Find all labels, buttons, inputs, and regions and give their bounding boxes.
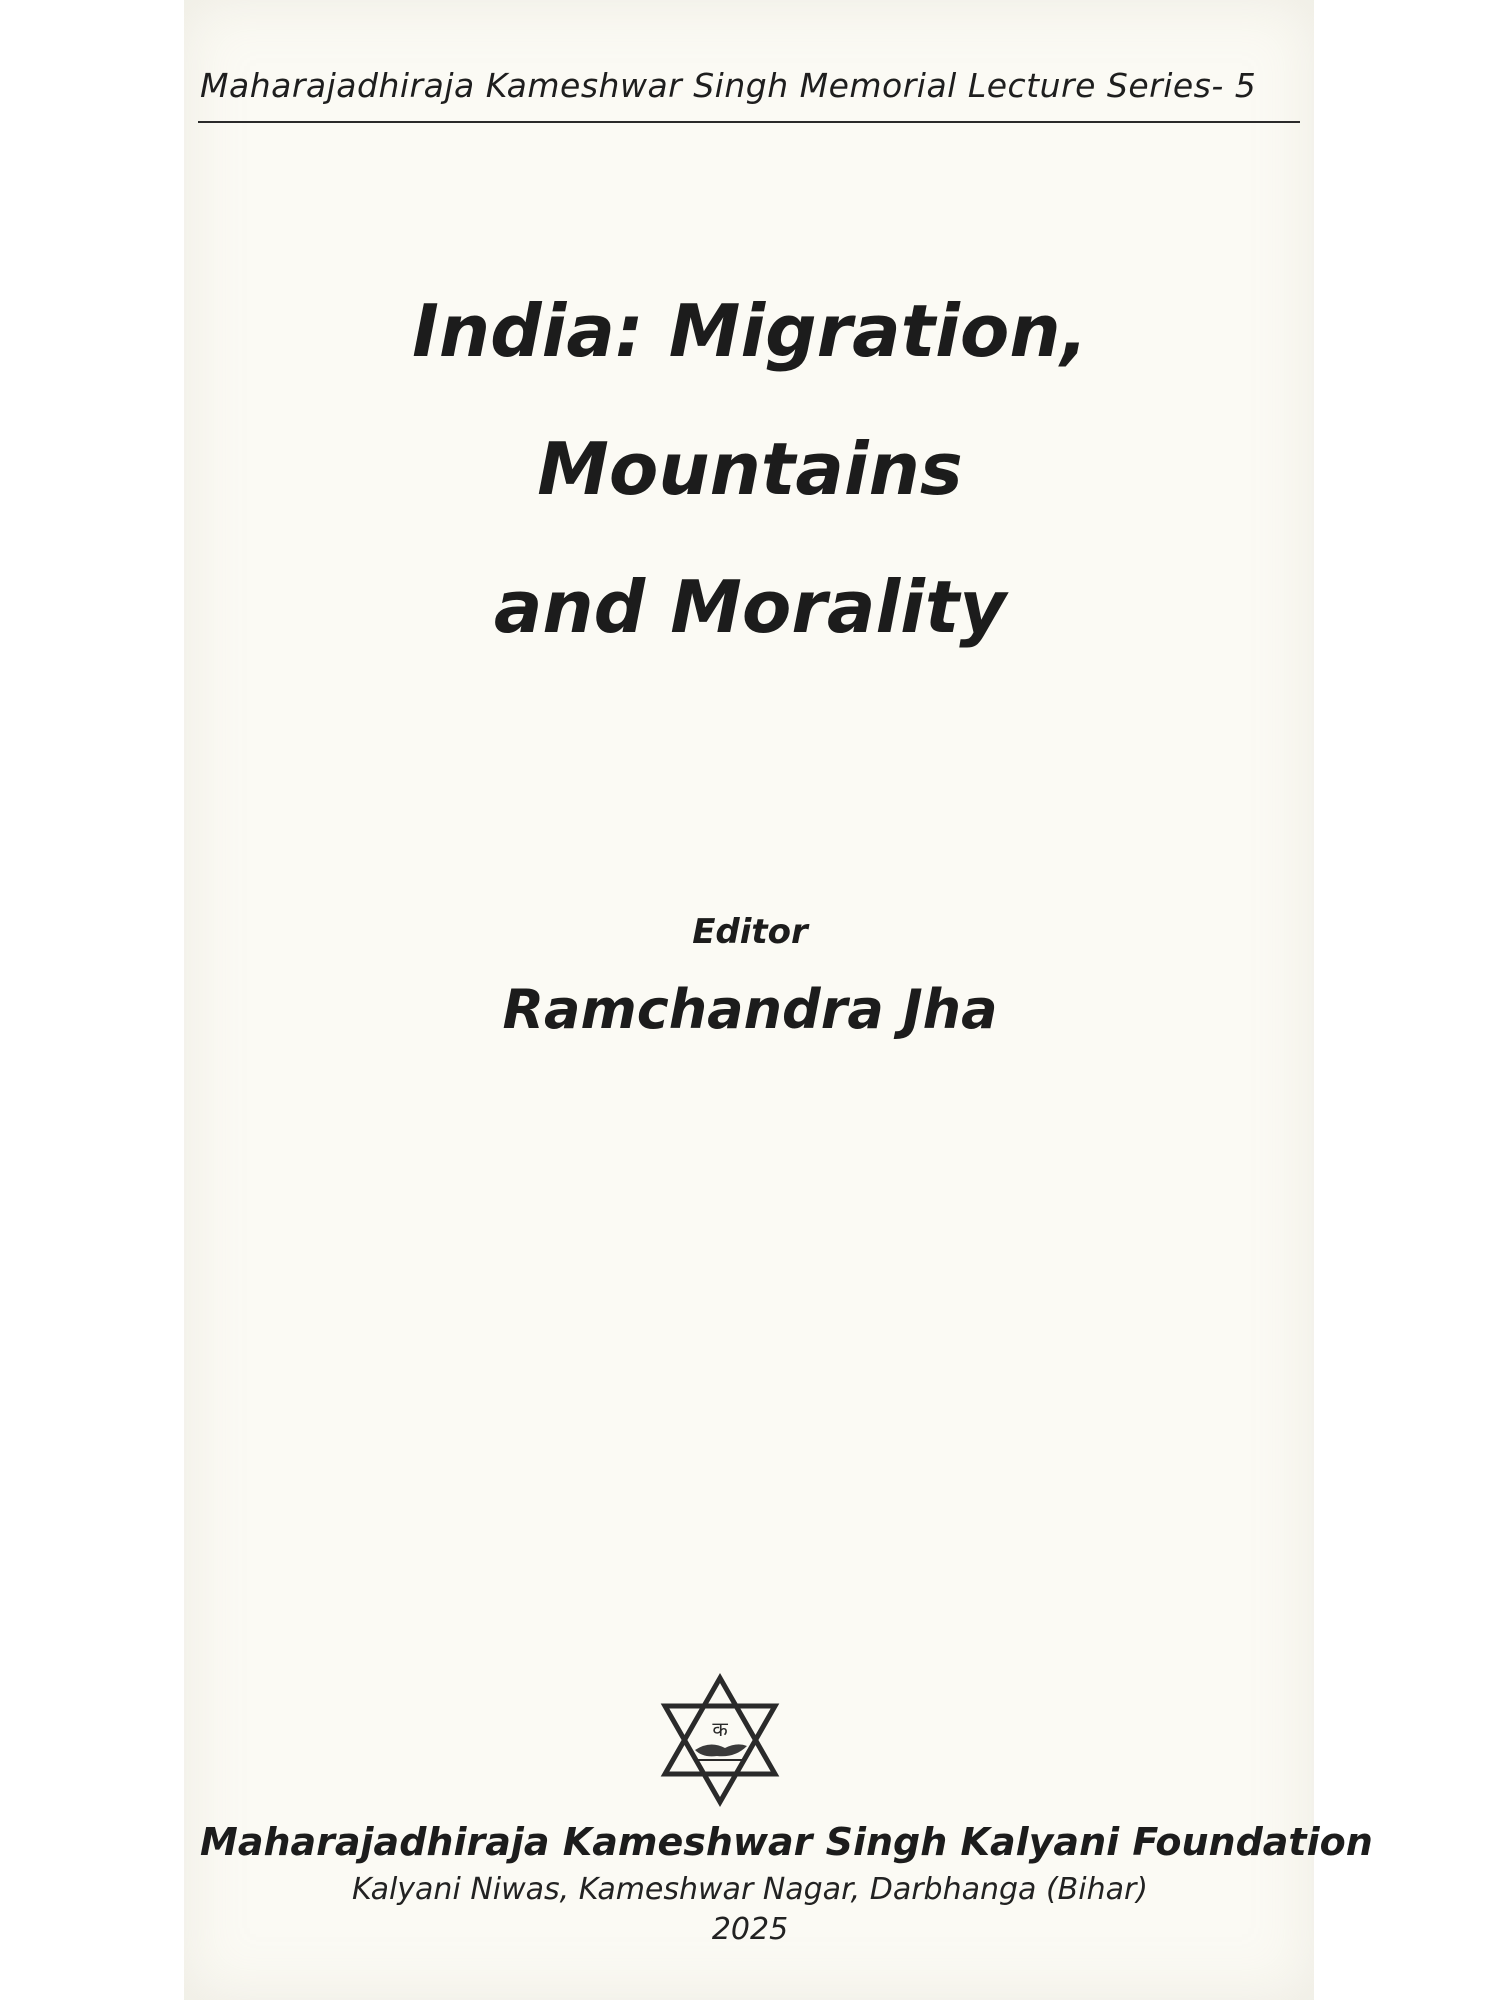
book-title-line-2: and Morality (493, 565, 1007, 649)
publisher-name: Maharajadhiraja Kameshwar Singh Kalyani Foundation (200, 1820, 1373, 1864)
book-title (200, 262, 1300, 676)
publication-year: 2025 (711, 1912, 789, 1947)
editor-name: Ramchandra Jha (502, 978, 998, 1041)
editor-label: Editor (692, 912, 808, 952)
emblem-glyph: क (712, 1717, 728, 1741)
star-of-david-emblem-icon (655, 1670, 785, 1810)
header-rule (198, 121, 1300, 123)
book-title-line-1: India: Migration, Mountains (412, 289, 1088, 511)
series-heading: Maharajadhiraja Kameshwar Singh Memorial Lecture Series- 5 (200, 66, 1257, 105)
publisher-address: Kalyani Niwas, Kameshwar Nagar, Darbhanga (Bihar) (351, 1872, 1149, 1907)
